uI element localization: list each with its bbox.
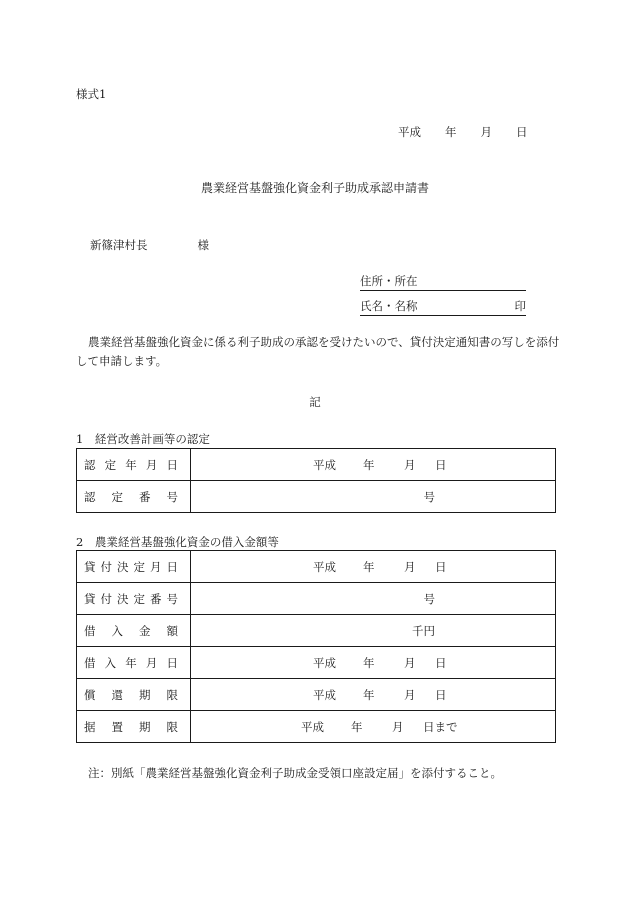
label-char: 認 bbox=[84, 457, 96, 472]
header-date-era: 平成 bbox=[398, 125, 421, 139]
row-label-text bbox=[84, 623, 178, 639]
value-suffix: 号 bbox=[423, 489, 435, 504]
label-char: 認 bbox=[84, 489, 96, 504]
label-char: 番 bbox=[150, 591, 162, 606]
label-char: 年 bbox=[125, 655, 137, 670]
label-char: 定 bbox=[104, 457, 117, 472]
label-char: 据 bbox=[84, 719, 96, 734]
date-y: 年 bbox=[363, 559, 375, 574]
row-label bbox=[77, 449, 191, 481]
document-title: 農業経営基盤強化資金利子助成承認申請書 bbox=[200, 181, 429, 195]
label-char: 期 bbox=[139, 687, 151, 702]
row-label-text bbox=[84, 489, 178, 505]
label-char: 号 bbox=[166, 591, 178, 606]
date-m: 月 bbox=[404, 457, 416, 472]
table-row bbox=[77, 481, 556, 513]
row-label-text bbox=[84, 719, 178, 735]
label-char: 月 bbox=[145, 655, 158, 670]
label-char: 日 bbox=[166, 457, 178, 472]
row-label-text bbox=[84, 655, 178, 671]
label-char: 借 bbox=[84, 655, 96, 670]
table-row bbox=[77, 583, 556, 615]
label-char: 入 bbox=[111, 623, 123, 638]
date-era: 平成 bbox=[313, 457, 336, 472]
row-value-field[interactable] bbox=[191, 679, 556, 711]
seal-mark: 印 bbox=[514, 299, 526, 313]
date-era: 平成 bbox=[313, 559, 336, 574]
date-y: 年 bbox=[363, 655, 375, 670]
date-m: 月 bbox=[404, 687, 416, 702]
section2-title: 2 農業経営基盤強化資金の借入金額等 bbox=[76, 535, 279, 549]
date-era: 平成 bbox=[313, 687, 336, 702]
label-char: 額 bbox=[166, 623, 178, 638]
row-label bbox=[77, 551, 191, 583]
date-d: 日 bbox=[435, 457, 447, 472]
row-label-text bbox=[84, 591, 178, 607]
form-number: 様式1 bbox=[76, 87, 107, 101]
table-row bbox=[77, 679, 556, 711]
date-d: 日 bbox=[435, 559, 447, 574]
date-m: 月 bbox=[392, 719, 404, 734]
label-char: 決 bbox=[117, 559, 129, 574]
note: 注：別紙「農業経営基盤強化資金利子助成金受領口座設定届」を添付すること。 bbox=[88, 766, 502, 780]
date-d: 日まで bbox=[423, 719, 458, 734]
label-char: 日 bbox=[166, 559, 178, 574]
date-m: 月 bbox=[404, 559, 416, 574]
section2-table bbox=[76, 550, 556, 743]
label-char: 月 bbox=[150, 559, 162, 574]
table-row bbox=[77, 615, 556, 647]
label-char: 期 bbox=[139, 719, 151, 734]
label-char: 限 bbox=[166, 687, 178, 702]
label-char: 定 bbox=[133, 591, 145, 606]
body-text: 農業経営基盤強化資金に係る利子助成の承認を受けたいので、貸付決定通知書の写しを添付して申請します。 bbox=[76, 335, 560, 368]
date-y: 年 bbox=[363, 687, 375, 702]
label-char: 付 bbox=[100, 559, 112, 574]
row-label bbox=[77, 615, 191, 647]
addressee-name: 新篠津村長 bbox=[90, 238, 148, 252]
section1-title: 1 経営改善計画等の認定 bbox=[76, 432, 210, 446]
ki-heading: 記 bbox=[309, 395, 321, 409]
table-row bbox=[77, 711, 556, 743]
row-label bbox=[77, 679, 191, 711]
address-field bbox=[360, 273, 526, 291]
header-date-day: 日 bbox=[516, 125, 528, 139]
date-y: 年 bbox=[363, 457, 375, 472]
row-label-text bbox=[84, 457, 178, 473]
date-era: 平成 bbox=[313, 655, 336, 670]
label-char: 日 bbox=[166, 655, 178, 670]
table-row bbox=[77, 647, 556, 679]
label-char: 月 bbox=[145, 457, 158, 472]
label-char: 号 bbox=[166, 489, 178, 504]
addressee bbox=[90, 237, 209, 253]
row-label-text bbox=[84, 687, 178, 703]
row-value-field[interactable] bbox=[191, 615, 556, 647]
date-y: 年 bbox=[351, 719, 363, 734]
name-label: 氏名・名称 bbox=[360, 299, 418, 313]
value-suffix: 号 bbox=[423, 591, 435, 606]
row-value-field[interactable] bbox=[191, 583, 556, 615]
label-char: 決 bbox=[117, 591, 129, 606]
row-label bbox=[77, 711, 191, 743]
row-value-field[interactable] bbox=[191, 449, 556, 481]
label-char: 置 bbox=[111, 719, 123, 734]
label-char: 限 bbox=[166, 719, 178, 734]
addressee-suffix: 様 bbox=[197, 238, 209, 252]
header-date-month: 月 bbox=[480, 125, 492, 139]
value-suffix: 千円 bbox=[412, 623, 435, 638]
label-char: 貸 bbox=[84, 559, 96, 574]
label-char: 入 bbox=[104, 655, 117, 670]
date-d: 日 bbox=[435, 687, 447, 702]
label-char: 還 bbox=[111, 687, 123, 702]
row-label-text bbox=[84, 559, 178, 575]
name-field bbox=[360, 298, 526, 316]
table-row bbox=[77, 449, 556, 481]
row-label bbox=[77, 481, 191, 513]
label-char: 借 bbox=[84, 623, 96, 638]
header-date-year: 年 bbox=[445, 125, 457, 139]
label-char: 定 bbox=[133, 559, 145, 574]
date-d: 日 bbox=[435, 655, 447, 670]
label-char: 番 bbox=[139, 489, 151, 504]
label-char: 金 bbox=[139, 623, 151, 638]
table-row bbox=[77, 551, 556, 583]
label-char: 償 bbox=[84, 687, 96, 702]
row-label bbox=[77, 647, 191, 679]
header-date bbox=[398, 124, 528, 140]
label-char: 付 bbox=[100, 591, 112, 606]
date-m: 月 bbox=[404, 655, 416, 670]
address-label: 住所・所在 bbox=[360, 274, 418, 288]
row-value-field[interactable] bbox=[191, 647, 556, 679]
row-value-field[interactable] bbox=[191, 481, 556, 513]
date-era: 平成 bbox=[301, 719, 324, 734]
row-value-field[interactable] bbox=[191, 551, 556, 583]
row-label bbox=[77, 583, 191, 615]
row-value-field[interactable] bbox=[191, 711, 556, 743]
section1-table bbox=[76, 448, 556, 513]
label-char: 年 bbox=[125, 457, 137, 472]
label-char: 貸 bbox=[84, 591, 96, 606]
label-char: 定 bbox=[111, 489, 123, 504]
